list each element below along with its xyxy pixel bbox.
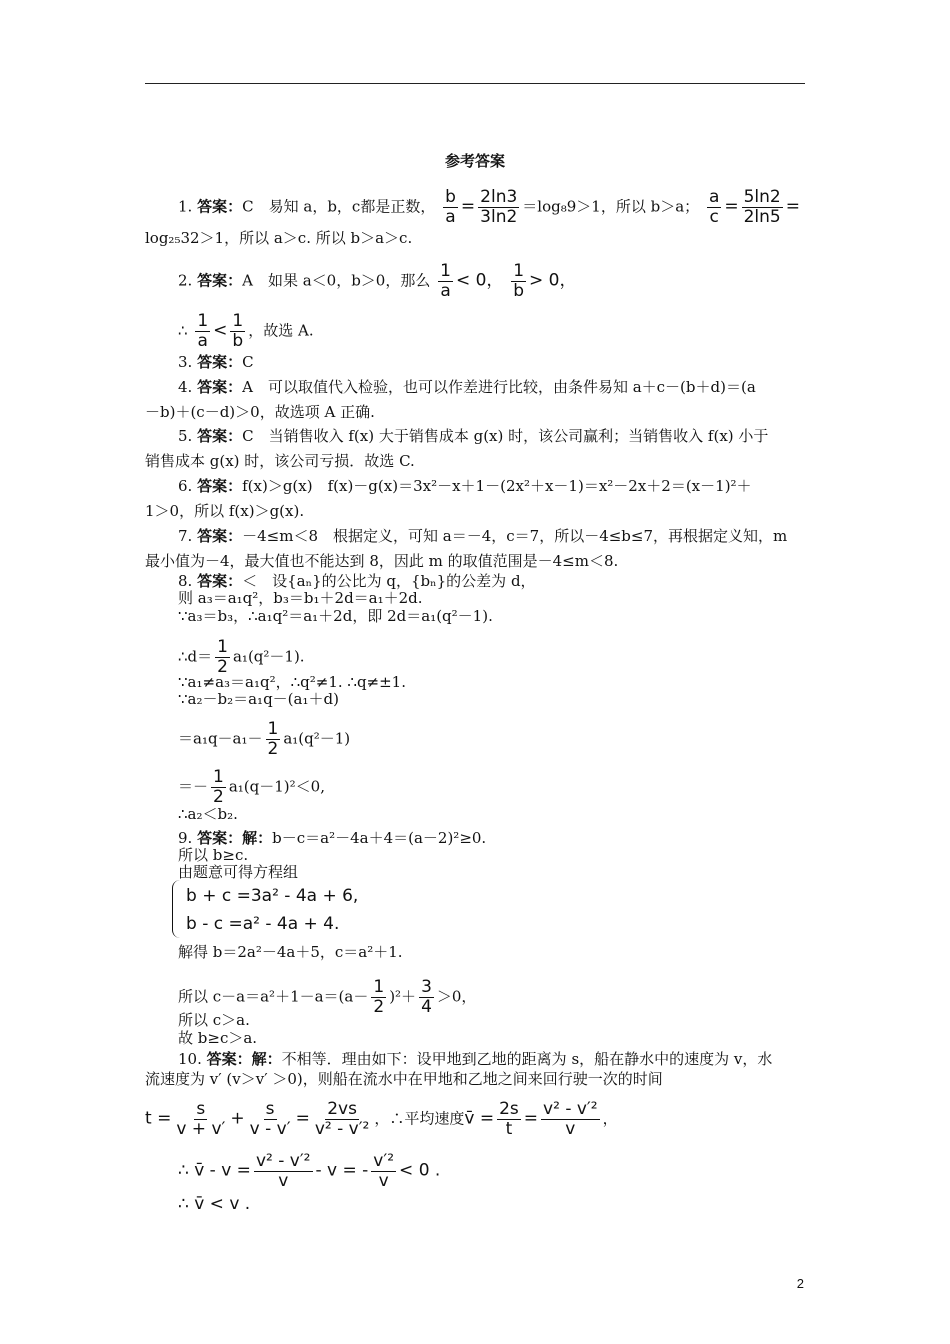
fraction: $\frac{\text{v′²}}{v}$ xyxy=(373,1151,395,1191)
fraction: $\frac{1}{2}$ xyxy=(373,977,385,1017)
equation-system-row2: b - c =a² - 4a + 4. xyxy=(186,914,340,934)
q9-line3: 由题意可得方程组 xyxy=(178,863,299,881)
fraction: $\frac{a}{c}$ xyxy=(708,187,720,227)
system-brace xyxy=(172,880,181,938)
page-title: 参考答案 xyxy=(444,152,505,170)
q7-line2: 最小值为－4，最大值也不能达到 8，因此 m 的取值范围是－4≤m＜8. xyxy=(145,552,619,570)
q8-line4: ∴d＝ $\frac{1}{2}$ a₁(q²－1). xyxy=(178,637,305,677)
q8-line3: ∵a₃＝b₃，∴a₁q²＝a₁＋2d，即 2d＝a₁(q²－1). xyxy=(178,607,493,625)
fraction: $\frac{1}{a}$ xyxy=(440,261,451,301)
fraction: $\frac{5\ln 2}{2\ln 5}$ xyxy=(743,187,781,227)
fraction: $\frac{2\ln 3}{3\ln 2}$ xyxy=(480,187,518,227)
q4-line2: －b)＋(c－d)＞0，故选项 A 正确. xyxy=(145,403,375,421)
fraction: $\frac{b}{a}$ xyxy=(445,187,456,227)
header-rule xyxy=(145,83,805,84)
q10-line4: ∴ v̄ - v = $\frac{\text{v² - v′²}}{v}$ - v = - $\frac{\text{v′²}}{v}$ < 0 . xyxy=(178,1151,441,1191)
q9-line1: 9. 答案：解：b－c＝a²－4a＋4＝(a－2)²≥0. xyxy=(178,829,487,847)
fraction: $\frac{2s}{t}$ xyxy=(499,1099,519,1139)
page-number: 2 xyxy=(796,1276,804,1291)
q9-line2: 所以 b≥c. xyxy=(178,846,249,864)
q10-line2: 流速度为 v′ (v＞v′ ＞0)，则船在流水中在甲地和乙地之间来回行驶一次的时间 xyxy=(145,1070,663,1088)
fraction: $\frac{\text{v² - v′²}}{v}$ xyxy=(543,1099,598,1139)
q2-line1: 2. 答案：A 如果 a＜0，b＞0，那么 $\frac{1}{a}$ < 0， $\frac{1}{b}$ > 0， xyxy=(178,261,577,301)
q9-line7: 故 b≥c＞a. xyxy=(178,1029,258,1047)
q8-line5: ∵a₁≠a₃＝a₁q²，∴q²≠1. ∴q≠±1. xyxy=(178,673,406,691)
fraction: $\frac{\text{v² - v′²}}{v}$ xyxy=(255,1151,311,1191)
q5-line1: 5. 答案：C 当销售收入 f(x) 大于销售成本 g(x) 时，该公司赢利；当销售收入 f(x) 小于 xyxy=(178,427,769,445)
fraction: $\frac{1}{a}$ xyxy=(197,311,209,351)
fraction: $\frac{s}{v + v'}$ xyxy=(176,1099,226,1139)
q8-line2: 则 a₃＝a₁q²，b₃＝b₁＋2d＝a₁＋2d. xyxy=(178,589,423,607)
fraction: $\frac{1}{2}$ xyxy=(213,767,224,807)
q4-line1: 4. 答案：A 可以取值代入检验，也可以作差进行比较，由条件易知 a＋c－(b＋d)＝(a xyxy=(178,378,756,396)
q9-line6: 所以 c＞a. xyxy=(178,1011,250,1029)
fraction: $\frac{1}{2}$ xyxy=(217,637,228,677)
q10-line5: ∴ v̄ < v . xyxy=(178,1194,251,1214)
fraction: $\frac{1}{2}$ xyxy=(267,719,279,759)
q3-line: 3. 答案：C xyxy=(178,353,254,371)
q8-line9: ∴a₂＜b₂. xyxy=(178,805,238,823)
q6-line2: 1＞0，所以 f(x)＞g(x). xyxy=(145,502,305,520)
q8-line7: ＝a₁q－a₁－ $\frac{1}{2}$ a₁(q²－1) xyxy=(178,719,351,759)
q8-line6: ∵a₂－b₂＝a₁q－(a₁＋d) xyxy=(178,690,339,708)
q9-line5: 所以 c－a＝a²＋1－a＝(a－ $\frac{1}{2}$ )²＋ $\frac{3}{4}$ ＞0， xyxy=(178,977,477,1017)
q1-line1: 1. 答案：C 易知 a，b，c都是正数， $\frac{b}{a}$ = $\frac{2\ln 3}{3\ln 2}$ ＝log₈9＞1，所以 b＞a； $\frac{a}{c}$ = $\frac{5\ln 2}{2\ln 5}$ = xyxy=(178,187,800,227)
q2-line2: ∴ $\frac{1}{a}$ < $\frac{1}{b}$ ，故选 A. xyxy=(178,311,314,351)
q8-line8: ＝－ $\frac{1}{2}$ a₁(q－1)²＜0, xyxy=(178,767,325,807)
q1-line2: log₂₅32＞1，所以 a＞c. 所以 b＞a＞c. xyxy=(145,229,413,247)
fraction: $\frac{1}{b}$ xyxy=(513,261,525,301)
q6-line1: 6. 答案：f(x)＞g(x) f(x)－g(x)＝3x²－x＋1－(2x²＋x－1)＝x²－2x＋2＝(x－1)²＋ xyxy=(178,477,752,495)
equation-system-row1: b + c =3a² - 4a + 6, xyxy=(186,886,359,906)
q5-line2: 销售成本 g(x) 时，该公司亏损．故选 C. xyxy=(145,452,415,470)
q9-line4: 解得 b＝2a²－4a＋5，c＝a²＋1. xyxy=(178,943,403,961)
fraction: $\frac{2vs}{\text{v² - v′²}}$ xyxy=(314,1099,370,1139)
fraction: $\frac{s}{v - v'}$ xyxy=(249,1099,291,1139)
q10-line3: t = $\frac{s}{v + v'}$ + $\frac{s}{v - v'}$ = $\frac{2vs}{\text{v² - v′²}}$ ，∴平均速度v̄ = $\frac{2s}{t}$ = $\frac{\text{v² - v′²}}{v}$ ， xyxy=(145,1099,618,1139)
q8-line1: 8. 答案：＜ 设{aₙ}的公比为 q，{bₙ}的公差为 d， xyxy=(178,572,536,590)
fraction: $\frac{1}{b}$ xyxy=(232,311,244,351)
q10-line1: 10. 答案：解：不相等．理由如下：设甲地到乙地的距离为 s，船在静水中的速度为 v，水 xyxy=(178,1050,773,1068)
fraction: $\frac{3}{4}$ xyxy=(421,977,432,1017)
q7-line1: 7. 答案：－4≤m＜8 根据定义，可知 a＝－4，c＝7，所以－4≤b≤7，再根据定义知，m xyxy=(178,527,788,545)
